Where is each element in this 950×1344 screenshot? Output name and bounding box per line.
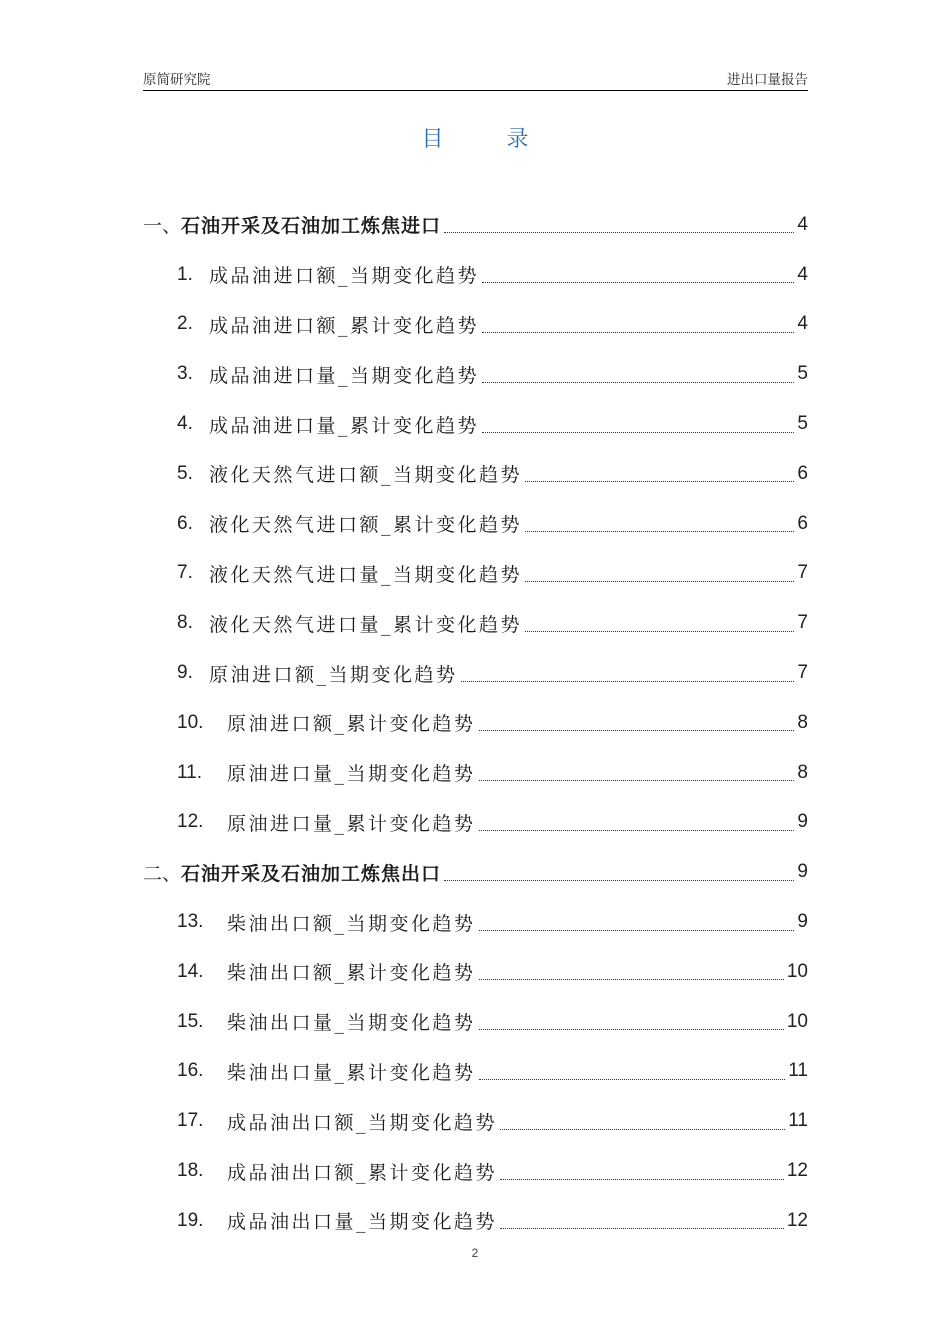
toc-entry[interactable]	[143, 499, 808, 549]
toc-entry[interactable]	[143, 598, 808, 648]
toc-label: 柴油出口量_当期变化趋势	[227, 1012, 476, 1035]
toc-page: 7	[797, 612, 808, 634]
toc-label: 成品油进口额_累计变化趋势	[209, 314, 480, 337]
toc-label: 成品油出口额_累计变化趋势	[227, 1161, 498, 1184]
toc-number: 14.	[177, 960, 204, 982]
page-header	[143, 66, 808, 91]
toc-entry[interactable]	[143, 1047, 808, 1097]
toc-number: 11.	[177, 761, 203, 783]
toc-section-1[interactable]	[143, 200, 808, 250]
toc-page: 11	[788, 1110, 808, 1132]
toc-entry[interactable]	[143, 1196, 808, 1246]
toc-label: 液化天然气进口额_累计变化趋势	[209, 514, 523, 537]
toc-number: 一、	[143, 216, 182, 238]
toc-number: 10.	[177, 711, 204, 733]
toc-number: 5.	[177, 462, 193, 484]
toc-number: 16.	[177, 1060, 204, 1082]
toc-title: 目 录	[421, 127, 557, 152]
toc-leader-dots	[461, 681, 795, 682]
toc-label: 成品油进口量_累计变化趋势	[209, 414, 480, 437]
toc-number: 9.	[177, 662, 193, 684]
toc-page: 9	[797, 861, 808, 883]
toc-page: 5	[797, 363, 808, 385]
toc-leader-dots	[479, 979, 784, 980]
toc-entry[interactable]	[143, 250, 808, 300]
toc-entry[interactable]	[143, 1146, 808, 1196]
toc-entry[interactable]	[143, 300, 808, 350]
toc-label: 成品油进口额_当期变化趋势	[209, 265, 480, 288]
toc-number: 2.	[177, 313, 193, 335]
toc-leader-dots	[482, 282, 794, 283]
toc-entry[interactable]	[143, 399, 808, 449]
toc-page: 4	[797, 313, 808, 335]
toc-page: 8	[797, 711, 808, 733]
toc-number: 1.	[177, 263, 193, 285]
toc-page: 5	[797, 413, 808, 435]
toc-number: 17.	[177, 1110, 204, 1132]
toc-entry[interactable]	[143, 997, 808, 1047]
toc-number: 4.	[177, 413, 193, 435]
toc-page: 12	[786, 1160, 808, 1182]
toc-page: 10	[786, 1010, 808, 1032]
toc-label: 柴油出口量_累计变化趋势	[227, 1061, 476, 1084]
toc-leader-dots	[444, 880, 794, 881]
table-of-contents	[143, 200, 808, 1246]
toc-page: 8	[797, 761, 808, 783]
toc-page: 11	[788, 1060, 808, 1082]
toc-leader-dots	[525, 481, 794, 482]
toc-number: 19.	[177, 1209, 204, 1231]
toc-leader-dots	[500, 1179, 784, 1180]
toc-leader-dots	[500, 1129, 785, 1130]
toc-number: 6.	[177, 512, 193, 534]
toc-entry[interactable]	[143, 947, 808, 997]
toc-label: 液化天然气进口量_当期变化趋势	[209, 563, 523, 586]
toc-label: 成品油进口量_当期变化趋势	[209, 364, 480, 387]
toc-page: 4	[797, 263, 808, 285]
toc-label: 原油进口额_累计变化趋势	[227, 713, 476, 736]
toc-page: 10	[786, 960, 808, 982]
toc-page: 6	[797, 462, 808, 484]
toc-label: 石油开采及石油加工炼焦进口	[181, 215, 442, 238]
toc-entry[interactable]	[143, 897, 808, 947]
toc-label: 石油开采及石油加工炼焦出口	[181, 862, 442, 885]
toc-page: 9	[797, 811, 808, 833]
toc-label: 原油进口量_累计变化趋势	[227, 812, 476, 835]
toc-leader-dots	[479, 1029, 784, 1030]
toc-number: 12.	[177, 811, 204, 833]
toc-number: 3.	[177, 363, 193, 385]
toc-page: 4	[797, 213, 808, 235]
toc-entry[interactable]	[143, 1096, 808, 1146]
toc-number: 18.	[177, 1160, 204, 1182]
toc-leader-dots	[525, 581, 794, 582]
toc-leader-dots	[479, 1079, 786, 1080]
toc-entry[interactable]	[143, 748, 808, 798]
toc-number: 13.	[177, 911, 204, 933]
toc-entry[interactable]	[143, 648, 808, 698]
toc-page: 7	[797, 562, 808, 584]
toc-entry[interactable]	[143, 549, 808, 599]
toc-label: 柴油出口额_累计变化趋势	[227, 962, 476, 985]
header-report-title: 进出口量报告	[727, 72, 808, 88]
toc-leader-dots	[482, 382, 794, 383]
page-number: 2	[471, 1246, 479, 1260]
toc-entry[interactable]	[143, 798, 808, 848]
toc-leader-dots	[482, 332, 794, 333]
toc-leader-dots	[482, 432, 794, 433]
header-organization: 原简研究院	[143, 72, 211, 88]
toc-label: 液化天然气进口量_累计变化趋势	[209, 613, 523, 636]
toc-number: 二、	[143, 863, 182, 885]
toc-entry[interactable]	[143, 349, 808, 399]
toc-leader-dots	[525, 631, 794, 632]
toc-leader-dots	[525, 531, 794, 532]
toc-label: 原油进口额_当期变化趋势	[209, 663, 458, 686]
toc-number: 7.	[177, 562, 193, 584]
toc-page: 12	[786, 1209, 808, 1231]
toc-label: 成品油出口额_当期变化趋势	[227, 1111, 498, 1134]
toc-leader-dots	[479, 930, 795, 931]
toc-page: 6	[797, 512, 808, 534]
toc-number: 15.	[177, 1010, 204, 1032]
toc-label: 原油进口量_当期变化趋势	[227, 763, 476, 786]
toc-entry[interactable]	[143, 449, 808, 499]
toc-label: 成品油出口量_当期变化趋势	[227, 1211, 498, 1234]
toc-leader-dots	[479, 780, 795, 781]
toc-leader-dots	[444, 232, 794, 233]
toc-entry[interactable]	[143, 698, 808, 748]
toc-label: 柴油出口额_当期变化趋势	[227, 912, 476, 935]
toc-section-2[interactable]	[143, 847, 808, 897]
toc-number: 8.	[177, 612, 193, 634]
toc-label: 液化天然气进口额_当期变化趋势	[209, 464, 523, 487]
toc-leader-dots	[500, 1228, 784, 1229]
toc-leader-dots	[479, 830, 795, 831]
toc-page: 9	[797, 911, 808, 933]
toc-page: 7	[797, 662, 808, 684]
toc-leader-dots	[479, 730, 795, 731]
